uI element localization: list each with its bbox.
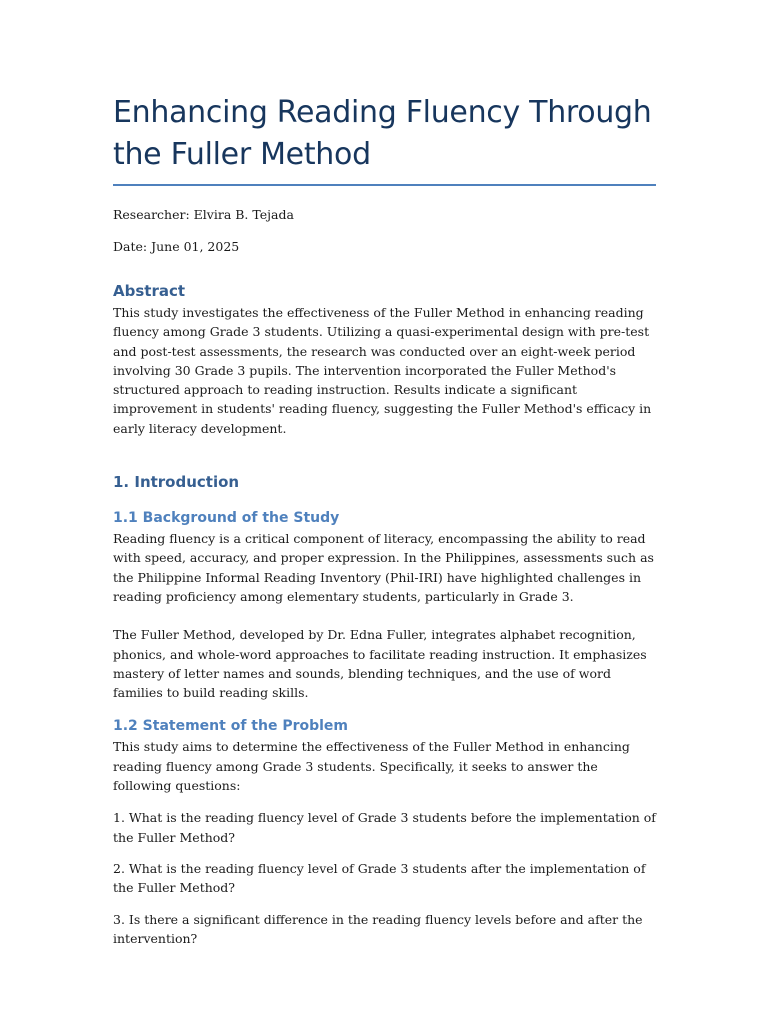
background-paragraph-2: The Fuller Method, developed by Dr. Edna Fuller, integrates alphabet recognition, phonics, and whole-word approaches to facilitate reading instruction. It emphasizes mastery of letter names and sounds, blending techniques, and the use of word families to build reading skills. — [113, 627, 647, 701]
problem-question-3: 3. Is there a significant difference in the reading fluency levels before and after the intervention? — [113, 911, 643, 946]
problem-intro: This study aims to determine the effectiveness of the Fuller Method in enhancing reading fluency among Grade 3 students. Specifically, it seeks to answer the following questions: — [113, 739, 630, 794]
problem-heading: 1.2 Statement of the Problem — [113, 718, 348, 735]
background-paragraph-1: Reading fluency is a critical component of literacy, encompassing the ability to read with speed, accuracy, and proper expression. In the Philippines, assessments such as the Philippine Informal Reading Inventory (Phil-IRI) have highlighted challenges in reading proficiency among elementary students, particularly in Grade 3. — [113, 531, 654, 604]
problem-question-2: 2. What is the reading fluency level of Grade 3 students after the implementation of the Fuller Method? — [113, 860, 646, 896]
introduction-heading: 1. Introduction — [113, 473, 240, 492]
problem-question-1: 1. What is the reading fluency level of Grade 3 students before the implementation of the Fuller Method? — [113, 810, 656, 845]
background-heading: 1.1 Background of the Study — [113, 510, 340, 527]
abstract-text: This study investigates the effectiveness of the Fuller Method in enhancing reading fluency among Grade 3 students. Utilizing a quasi-experimental design with pre-test and post-test assessments, the research was conducted over an eight-week period involving 30 Grade 3 pupils. The intervention incorporated the Fuller Method's structured approach to reading instruction. Results indicate a significant improvement in students' reading fluency, suggesting the Fuller Method's efficacy in early literacy development. — [113, 305, 652, 436]
abstract-heading: Abstract — [113, 282, 186, 300]
date-line: Date: June 01, 2025 — [113, 239, 240, 254]
researcher-line: Researcher: Elvira B. Tejada — [113, 207, 294, 222]
document-title: Enhancing Reading Fluency Through the Fuller Method — [113, 92, 656, 186]
